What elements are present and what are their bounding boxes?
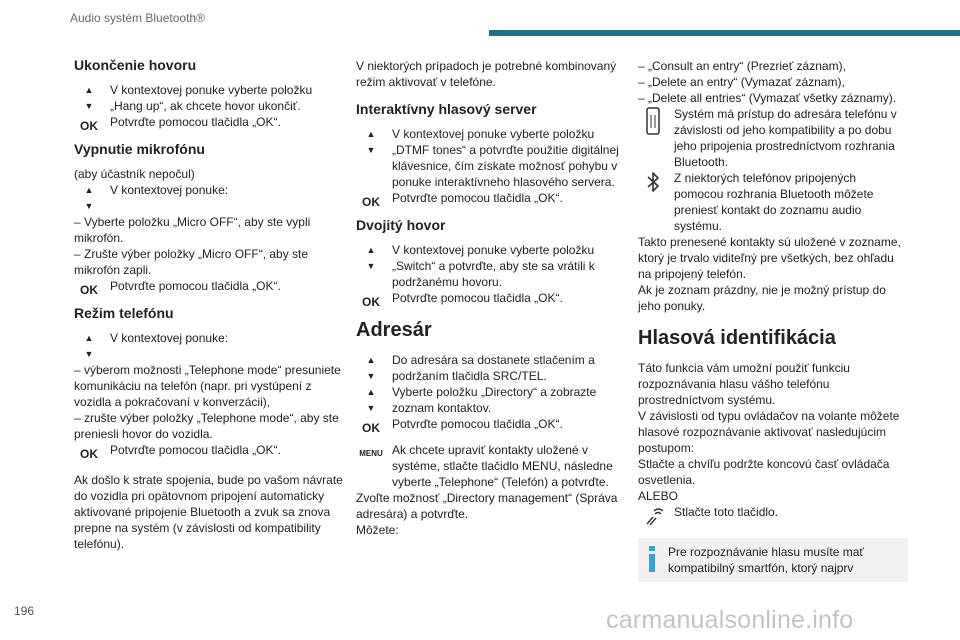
phone-step-3: – zrušte výber položky „Telephone mode“, aby ste preniesli hovor do vozidla. xyxy=(74,411,339,441)
phonebook-icon xyxy=(638,106,668,140)
mute-intro: (aby účastník nepočul) xyxy=(74,167,195,181)
heading-voice-recognition: Hlasová identifikácia xyxy=(638,327,836,349)
up-down-arrows-icon: ▲ ▼ xyxy=(366,245,376,271)
up-down-arrows-icon: ▲ ▼ xyxy=(84,85,94,111)
list-item: – „Delete an entry“ (Vymazať záznam), xyxy=(638,75,845,89)
instruction-row xyxy=(638,170,908,234)
instruction-row xyxy=(356,416,628,435)
directory-step-4: Ak chcete upraviť kontakty uložené v systéme, stlačte tlačidlo MENU, následne vyberte „Telephone“ (Telefón) a potvrďte. xyxy=(392,443,613,489)
double-step-2: Potvrďte pomocou tlačidla „OK“. xyxy=(392,291,563,305)
double-step-1: V kontextovej ponuke vyberte položku „Switch“ a potvrďte, aby ste sa vrátili k podržanému hovoru. xyxy=(392,243,595,289)
instruction-row xyxy=(74,182,346,211)
directory-step-1: Do adresára sa dostanete stlačením a podržaním tlačidla SRC/TEL. xyxy=(392,353,595,383)
phonebook-note: Systém má prístup do adresára telefónu v závislosti od jeho kompatibility a po dobu jeho pripojenia prostredníctvom rozhrania Bluetooth. xyxy=(674,107,897,169)
instruction-row xyxy=(74,82,346,114)
instruction-row xyxy=(74,114,346,133)
ok-icon: OK xyxy=(80,447,98,461)
directory-step-6: Môžete: xyxy=(356,523,399,537)
ok-icon: OK xyxy=(80,119,98,133)
voice-step-2: Stlačte toto tlačidlo. xyxy=(674,505,779,519)
end-call-step-1: V kontextovej ponuke vyberte položku „Hang up“, ak chcete hovor ukončiť. xyxy=(110,83,313,113)
ivr-step-2: Potvrďte pomocou tlačidla „OK“. xyxy=(392,191,563,205)
up-down-arrows-icon: ▲ ▼ xyxy=(366,129,376,155)
column-3 xyxy=(638,52,908,582)
mute-step-4: Potvrďte pomocou tlačidla „OK“. xyxy=(110,279,281,293)
voice-controls: V závislosti od typu ovládačov na volante môžete hlasové rozpoznávanie aktivovať nasledujúcim postupom: xyxy=(638,409,900,455)
instruction-row xyxy=(356,442,628,490)
instruction-row xyxy=(356,384,628,416)
phone-step-2: – výberom možnosti „Telephone mode“ presuniete komunikáciu na telefón (napr. pri vystúpení z vozidla a pokračovaní v konverzácii), xyxy=(74,363,341,409)
ok-icon: OK xyxy=(362,421,380,435)
info-box xyxy=(638,538,908,582)
list-item: – „Delete all entries“ (Vymazať všetky záznamy). xyxy=(638,91,897,105)
ivr-step-1: V kontextovej ponuke vyberte položku „DTMF tones“ a potvrďte použitie digitálnej klávesnice, čím získate možnosť pohybu v ponuke interaktívneho hlasového servera. xyxy=(392,127,619,189)
up-down-arrows-icon: ▲ ▼ xyxy=(84,333,94,359)
mute-step-1: V kontextovej ponuke: xyxy=(110,183,229,197)
instruction-row xyxy=(356,290,628,309)
end-call-step-2: Potvrďte pomocou tlačidla „OK“. xyxy=(110,115,281,129)
bluetooth-transfer-note: Z niektorých telefónov pripojených pomocou rozhrania Bluetooth môžete preniesť kontakt do zoznamu audio systému. xyxy=(674,171,874,233)
up-down-arrows-icon: ▲ ▼ xyxy=(84,185,94,211)
voice-intro: Táto funkcia vám umožní použiť funkciu rozpoznávania hlasu vášho telefónu prostredníctvom systému. xyxy=(638,361,850,407)
contacts-storage-note: Takto prenesené kontakty sú uložené v zozname, ktorý je trvalo viditeľný pre všetkých, bez ohľadu na pripojený telefón. xyxy=(638,235,901,281)
voice-or: ALEBO xyxy=(638,489,679,503)
up-down-arrows-icon: ▲ ▼ xyxy=(366,387,376,413)
voice-command-icon xyxy=(638,504,668,532)
heading-ivr: Interaktívny hlasový server xyxy=(356,101,537,117)
instruction-row xyxy=(356,126,628,190)
column-2 xyxy=(356,52,628,538)
instruction-row xyxy=(74,278,346,297)
watermark: carmanualsonline.info xyxy=(606,606,854,634)
voice-step-1: Stlačte a chvíľu podržte koncovú časť ovládača osvetlenia. xyxy=(638,457,890,487)
info-text: Pre rozpoznávanie hlasu musíte mať kompatibilný smartfón, ktorý najprv xyxy=(668,545,864,575)
ok-icon: OK xyxy=(80,283,98,297)
mute-step-3: – Zrušte výber položky „Micro OFF“, aby ste mikrofón zapli. xyxy=(74,247,309,277)
column-1 xyxy=(74,52,346,552)
empty-list-note: Ak je zoznam prázdny, nie je možný prístup do jeho ponuky. xyxy=(638,283,886,313)
heading-mute-mic: Vypnutie mikrofónu xyxy=(74,141,205,157)
combined-mode-note: V niektorých prípadoch je potrebné kombinovaný režim aktivovať v telefóne. xyxy=(356,59,617,89)
instruction-row xyxy=(638,504,908,520)
up-down-arrows-icon: ▲ ▼ xyxy=(366,355,376,381)
menu-icon: MENU xyxy=(359,449,383,458)
directory-step-2: Vyberte položku „Directory“ a zobrazte zoznam kontaktov. xyxy=(392,385,597,415)
heading-double-call: Dvojitý hovor xyxy=(356,217,446,233)
directory-step-3: Potvrďte pomocou tlačidla „OK“. xyxy=(392,417,563,431)
heading-directory: Adresár xyxy=(356,319,432,341)
directory-step-5: Zvoľte možnosť „Directory management“ (Správa adresára) a potvrďte. xyxy=(356,491,618,521)
instruction-row xyxy=(638,106,908,170)
list-item: – „Consult an entry“ (Prezrieť záznam), xyxy=(638,59,846,73)
mute-step-2: – Vyberte položku „Micro OFF“, aby ste vypli mikrofón. xyxy=(74,215,311,245)
instruction-row xyxy=(356,352,628,384)
bluetooth-icon xyxy=(638,170,668,198)
phone-step-4: Potvrďte pomocou tlačidla „OK“. xyxy=(110,443,281,457)
header-accent-bar xyxy=(489,30,960,36)
info-icon xyxy=(646,546,658,576)
instruction-row xyxy=(74,330,346,359)
ok-icon: OK xyxy=(362,195,380,209)
heading-end-call: Ukončenie hovoru xyxy=(74,57,197,73)
phone-reconnect-note: Ak došlo k strate spojenia, bude po vašom návrate do vozidla pri opätovnom pripojení automaticky aktivované pripojenie Bluetooth a zvuk sa znova prepne na systém (v závislosti od kompatibility telefónu). xyxy=(74,473,343,551)
instruction-row xyxy=(356,242,628,290)
page-number: 196 xyxy=(14,604,35,618)
phone-step-1: V kontextovej ponuke: xyxy=(110,331,229,345)
instruction-row xyxy=(74,442,346,461)
ok-icon: OK xyxy=(362,295,380,309)
header-title: Audio systém Bluetooth® xyxy=(70,11,205,25)
instruction-row xyxy=(356,190,628,209)
heading-phone-mode: Režim telefónu xyxy=(74,305,174,321)
